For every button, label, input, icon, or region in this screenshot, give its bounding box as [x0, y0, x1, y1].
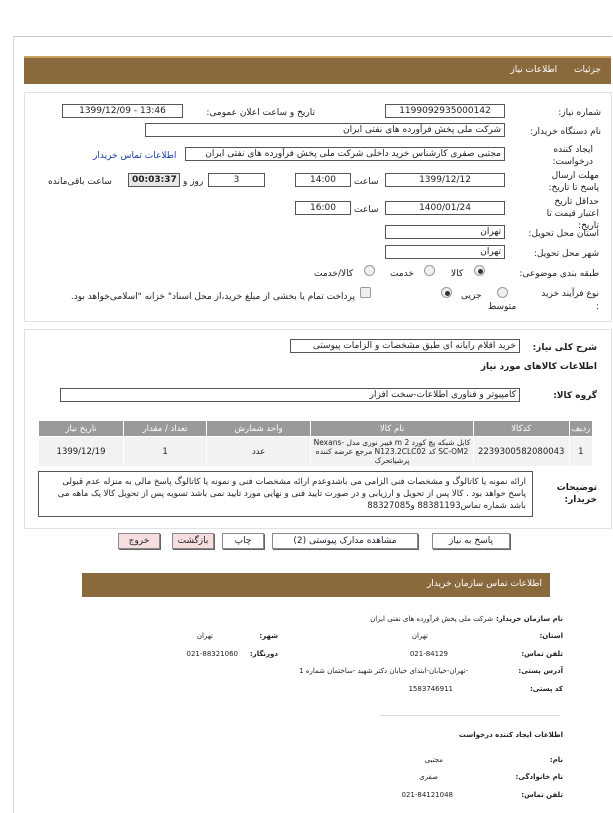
reply-button[interactable]: پاسخ به نیاز: [432, 533, 510, 549]
remaining-label: ساعت باقی‌مانده: [48, 177, 112, 187]
process-label: نوع فرآیند خرید :: [541, 289, 599, 312]
need-number-field: 1199092935000142: [385, 104, 505, 118]
requester-family-label: نام خانوادگی:: [515, 773, 563, 781]
contact-fax-value: 021-88321060: [186, 650, 238, 658]
buyer-org-label: نام دستگاه خریدار:: [530, 127, 601, 137]
buyer-contact-link[interactable]: اطلاعات تماس خریدار: [93, 151, 177, 161]
requester-phone-value: 021-84121048: [401, 791, 453, 799]
exit-button[interactable]: خروج: [118, 533, 160, 549]
buyer-notes-box: ارائه نمونه یا کاتالوگ و مشخصات فنی الزامی می باشدوعدم ارائه مشخصات فنی و نمونه یا کاتالوگ پاسخ مالی به منزله عدم قبولی پاسخ خواهد بود . کالا پس از تحویل و ارزیابی و در صورت تایید فنی و نهایی مورد تایید نمی باشد تسویه پس از تحویل کالا یک ماهه می باشد شماره تماس88381193 و88327085: [38, 471, 533, 517]
attachments-button[interactable]: مشاهده مدارک پیوستی (2): [272, 533, 418, 549]
requester-name-label: نام:: [549, 756, 563, 764]
header-bar: [24, 56, 611, 84]
contact-address-value: -تهران-خیابان-ابتدای خیابان دکتر شهید -ساختمان شماره 1: [299, 667, 468, 675]
need-number-label: شماره نیاز:: [558, 108, 601, 118]
buyer-org-field: شرکت ملی پخش فرآورده های نفتی ایران: [145, 123, 505, 137]
goods-table: [38, 420, 593, 467]
goods-group-label: گروه کالا:: [553, 391, 597, 401]
validity-time-field: 16:00: [295, 201, 351, 215]
left-border: [13, 36, 14, 813]
days-label: روز و: [183, 177, 204, 187]
contact-city-value: تهران: [196, 632, 213, 640]
city-label: شهر محل تحویل:: [533, 249, 599, 259]
goods-info-title: اطلاعات کالاهای مورد نیاز: [480, 362, 597, 372]
contact-org-value: شرکت ملی پخش فرآورده های نفتی ایران: [370, 615, 493, 623]
requester-name-value: مجتبی: [424, 756, 443, 764]
col-qty: تعداد / مقدار: [124, 421, 207, 437]
col-date: تاریخ نیاز: [39, 421, 124, 437]
requester-phone-label: تلفن تماس:: [521, 791, 563, 799]
table-row[interactable]: [39, 437, 593, 467]
process-radio-minor[interactable]: [497, 287, 508, 298]
cell-code: 2239300582080043: [473, 437, 569, 467]
contact-bar: اطلاعات تماس سازمان خریدار: [82, 573, 550, 597]
cell-row: 1: [569, 437, 592, 467]
section-divider: [380, 715, 560, 716]
process-option-partial: جزیی: [461, 291, 482, 301]
col-name: نام کالا: [311, 421, 474, 437]
col-unit: واحد شمارش: [207, 421, 311, 437]
province-label: استان محل تحویل:: [528, 229, 599, 239]
contact-phone-value: 021-84129: [409, 650, 448, 658]
table-header-row: [39, 421, 593, 437]
category-label: طبقه بندی موضوعی:: [519, 269, 599, 279]
treasury-checkbox[interactable]: [360, 287, 371, 298]
send-date-field: 1399/12/12: [385, 173, 505, 187]
print-button[interactable]: چاپ: [222, 533, 264, 549]
send-time-field: 14:00: [295, 173, 351, 187]
days-field: 3: [208, 173, 265, 187]
validity-label: حداقل تاریخ اعتبار قیمت تا تاریخ:: [546, 197, 599, 231]
cell-unit: عدد: [207, 437, 311, 467]
creator-label: ایجاد کننده درخواست:: [552, 145, 593, 167]
announce-label: تاریخ و ساعت اعلان عمومی:: [206, 108, 315, 118]
category-option-goods: کالا: [451, 269, 464, 279]
buyer-notes-label: توضیحات خریدار:: [556, 483, 597, 505]
cell-name: کابل شبکه پچ کورد 2 m فیبر نوری مدل Nexans-SC-OM2 کد N123.2CLC02 مرجع عرضه کننده پرشیاتحرک: [311, 437, 474, 467]
category-radio-goods[interactable]: [474, 265, 485, 276]
back-button[interactable]: بازگشت: [172, 533, 214, 549]
validity-date-field: 1400/01/24: [385, 201, 505, 215]
general-desc-label: شرح کلی نیاز:: [532, 343, 597, 353]
province-field: تهران: [385, 225, 505, 239]
contact-org-label: نام سازمان خریدار:: [495, 615, 563, 623]
col-row: ردیف: [569, 421, 592, 437]
contact-phone-label: تلفن تماس:: [521, 650, 563, 658]
contact-city-label: شهر:: [259, 632, 278, 640]
process-radio-partial[interactable]: [441, 287, 452, 298]
cell-date: 1399/12/19: [39, 437, 124, 467]
send-time-label: ساعت: [354, 177, 379, 187]
remaining-time-field: 00:03:37: [128, 173, 180, 187]
requester-title: اطلاعات ایجاد کننده درخواست: [458, 731, 563, 739]
category-option-service: خدمت: [390, 269, 414, 279]
process-option-minor: متوسط: [488, 302, 517, 312]
tab-need-info[interactable]: اطلاعات نیاز: [510, 65, 558, 75]
cell-qty: 1: [124, 437, 207, 467]
category-radio-service[interactable]: [424, 265, 435, 276]
contact-postal-label: کد پستی:: [529, 685, 563, 693]
contact-province-value: تهران: [411, 632, 428, 640]
contact-province-label: استان:: [539, 632, 563, 640]
payment-note: پرداخت تمام یا بخشی از مبلغ خرید،از محل اسناد" خزانه "اسلامی‌خواهد بود.: [70, 292, 355, 302]
general-desc-field: خرید اقلام رایانه ای طبق مشخصات و الزامات پیوستی: [290, 339, 520, 353]
top-divider: [14, 36, 612, 37]
category-radio-both[interactable]: [364, 265, 375, 276]
goods-group-field: کامپیوتر و فناوری اطلاعات-سخت افزار: [60, 388, 520, 402]
validity-time-label: ساعت: [354, 205, 379, 215]
requester-family-value: صفری: [419, 773, 438, 781]
announce-field: 1399/12/09 - 13:46: [62, 104, 183, 118]
creator-field: مجتبی صفری کارشناس خرید داخلی شرکت ملی پخش فرآورده های نفتی ایران: [185, 147, 505, 161]
city-field: تهران: [385, 245, 505, 259]
contact-fax-label: دورنگار:: [249, 650, 278, 658]
tab-details[interactable]: جزئیات: [574, 65, 601, 75]
send-deadline-label: مهلت ارسال پاسخ تا تاریخ:: [548, 171, 599, 193]
contact-postal-value: 1583746911: [408, 685, 453, 693]
contact-address-label: آدرس پستی:: [518, 667, 563, 675]
category-option-both: کالا/خدمت: [314, 269, 354, 279]
col-code: کدکالا: [473, 421, 569, 437]
